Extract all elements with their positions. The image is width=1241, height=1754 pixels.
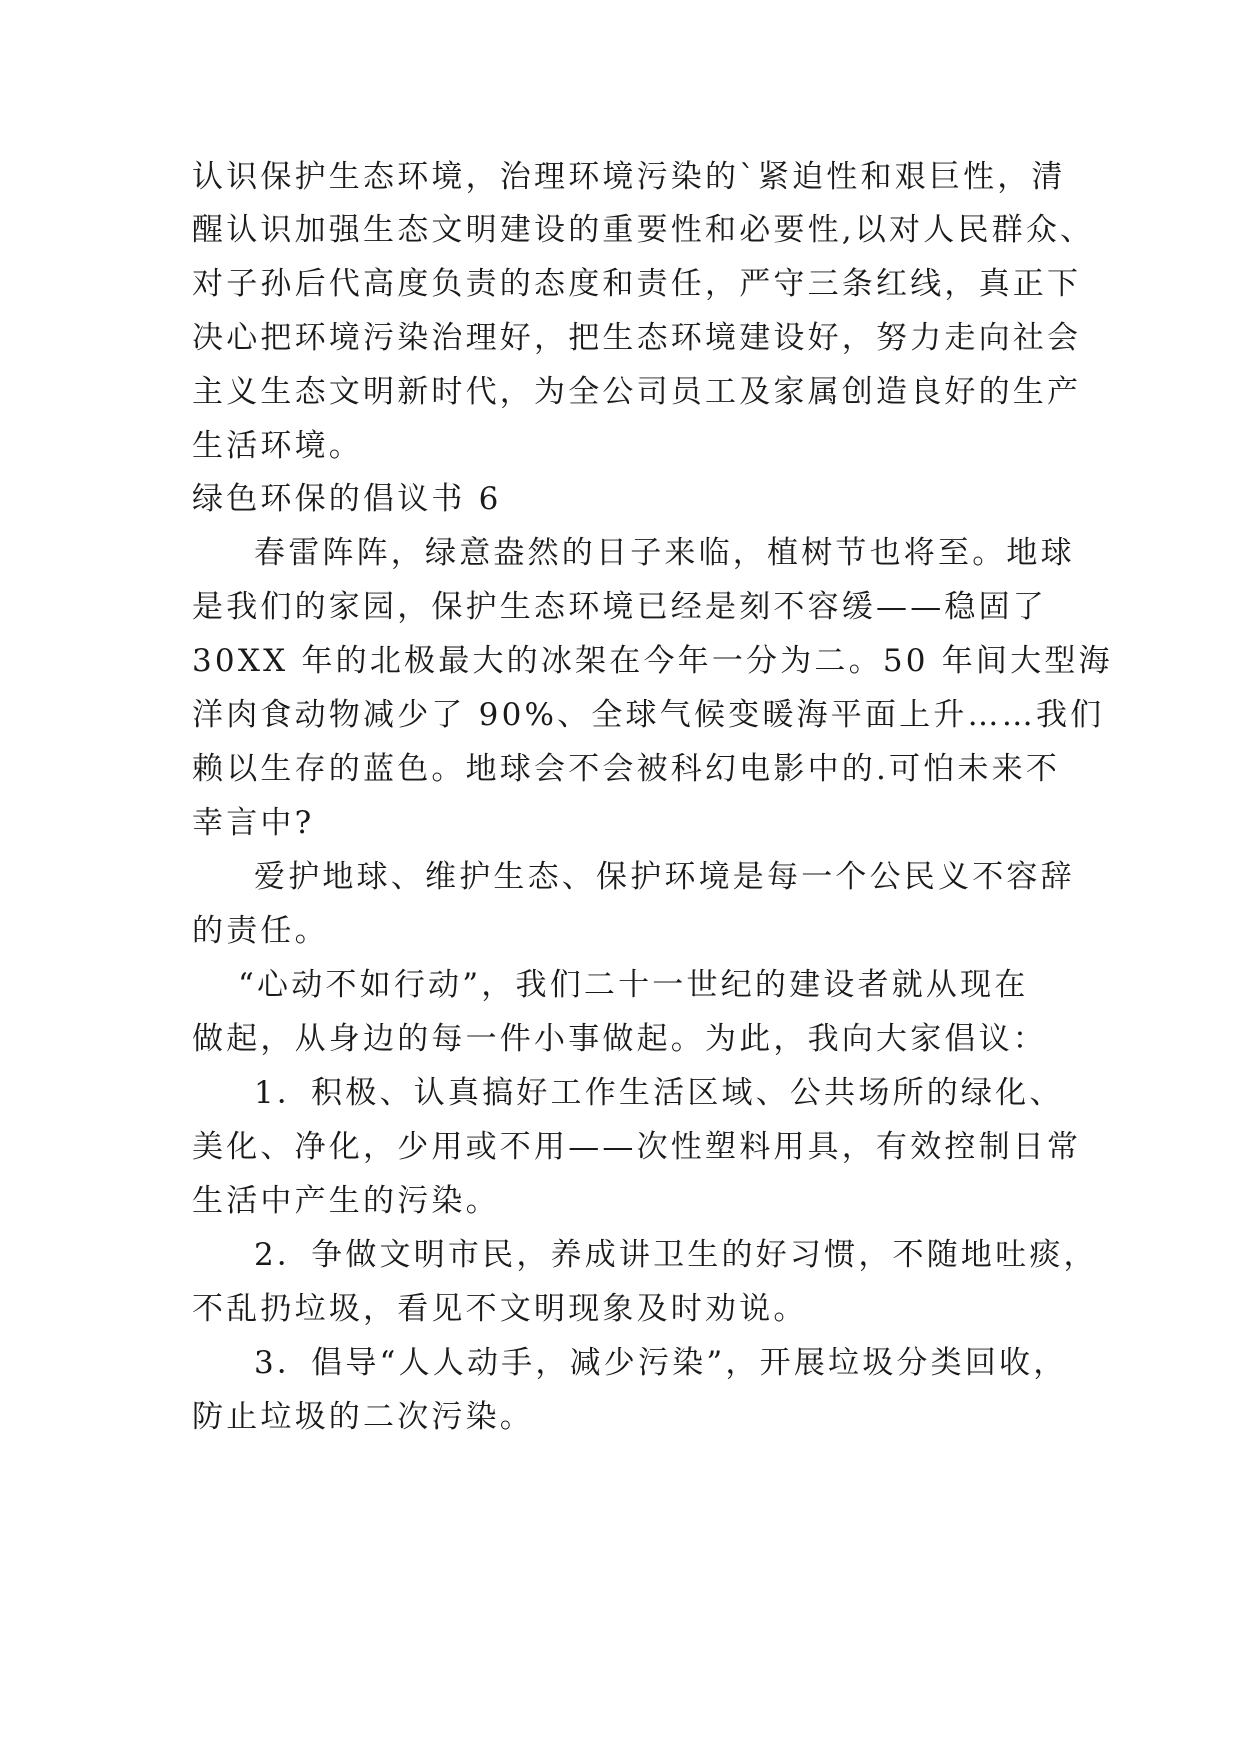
paragraph-line: 30XX 年的北极最大的冰架在今年一分为二。50 年间大型海 bbox=[192, 643, 1113, 679]
paragraph-line: 主义生态文明新时代，为全公司员工及家属创造良好的生产 bbox=[192, 374, 1082, 410]
paragraph-line: 认识保护生态环境，治理环境污染的`紧迫性和艰巨性，清 bbox=[192, 159, 1066, 195]
list-item-line: 3．倡导“人人动手，减少污染”，开展垃圾分类回收， bbox=[254, 1345, 1068, 1381]
list-item-line: 防止垃圾的二次污染。 bbox=[192, 1399, 534, 1435]
paragraph-line: 决心把环境污染治理好，把生态环境建设好，努力走向社会 bbox=[192, 320, 1082, 356]
paragraph-line: 春雷阵阵，绿意盎然的日子来临，植树节也将至。地球 bbox=[254, 535, 1075, 571]
paragraph-line: 爱护地球、维护生态、保护环境是每一个公民义不容辞 bbox=[254, 859, 1075, 895]
paragraph-line: 醒认识加强生态文明建设的重要性和必要性,以对人民群众、 bbox=[192, 212, 1095, 248]
paragraph-line: 幸言中? bbox=[192, 805, 315, 841]
list-item-line: 美化、净化，少用或不用——次性塑料用具，有效控制日常 bbox=[192, 1129, 1082, 1165]
paragraph-line: 洋肉食动物减少了 90%、全球气候变暖海平面上升……我们 bbox=[192, 697, 1105, 733]
paragraph-line: 赖以生存的蓝色。地球会不会被科幻电影中的.可怕未来不 bbox=[192, 751, 1061, 787]
list-item-line: 生活中产生的污染。 bbox=[192, 1183, 500, 1219]
list-item-line: 2．争做文明市民，养成讲卫生的好习惯，不随地吐痰， bbox=[254, 1237, 1098, 1273]
list-item-line: 1．积极、认真搞好工作生活区域、公共场所的绿化、 bbox=[254, 1075, 1064, 1111]
paragraph-line: 做起，从身边的每一件小事做起。为此，我向大家倡议： bbox=[192, 1021, 1047, 1057]
section-heading: 绿色环保的倡议书 6 bbox=[192, 481, 502, 517]
paragraph-line: 是我们的家园，保护生态环境已经是刻不容缓——稳固了 bbox=[192, 589, 1047, 625]
list-item-line: 不乱扔垃圾，看见不文明现象及时劝说。 bbox=[192, 1291, 808, 1327]
paragraph-line: 对子孙后代高度负责的态度和责任，严守三条红线，真正下 bbox=[192, 266, 1082, 302]
paragraph-line: 的责任。 bbox=[192, 913, 329, 949]
paragraph-line: 生活环境。 bbox=[192, 428, 363, 464]
paragraph-line: “心动不如行动”，我们二十一世纪的建设者就从现在 bbox=[238, 967, 1029, 1003]
